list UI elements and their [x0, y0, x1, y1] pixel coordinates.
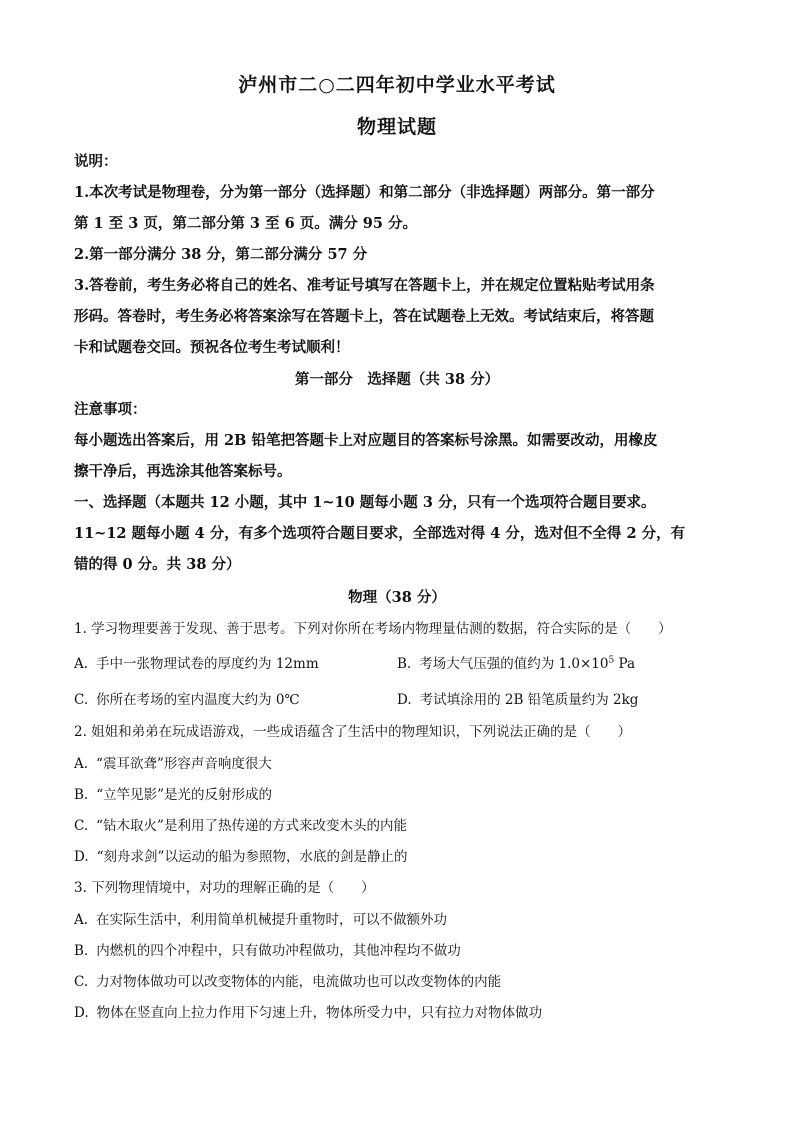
option-text: 物体在竖直向上拉力作用下匀速上升，物体所受力中，只有拉力对物体做功: [96, 1005, 543, 1021]
option-c: [74, 690, 300, 710]
notice-line: 擦干净后，再选涂其他答案标号。: [74, 463, 292, 480]
option-text: 在实际生活中，利用简单机械提升重物时，可以不做额外功: [96, 912, 448, 928]
option-a: [74, 654, 319, 674]
option-text: “刻舟求剑”以运动的船为参照物，水底的剑是静止的: [96, 849, 408, 865]
option-text: “立竿见影”是光的反射形成的: [96, 787, 273, 803]
option-label: B.: [74, 787, 89, 803]
option-c: [74, 816, 407, 836]
option-text: “钻木取火”是利用了热传递的方式来改变木头的内能: [96, 818, 407, 834]
option-text: 你所在考场的室内温度大约为 0℃: [96, 692, 300, 708]
notice-block: [74, 394, 724, 580]
option-text: 考场大气压强的值约为 1.0×10: [419, 656, 609, 672]
option-unit: Pa: [614, 656, 636, 672]
notice-line: 每小题选出答案后，用 2B 铅笔把答题卡上对应题目的答案标号涂黑。如需要改动，用橡皮: [74, 432, 658, 449]
instructions-line: 形码。答卷时，考生务必将答案涂写在答题卡上，答在试题卷上无效。考试结束后，将答题: [74, 308, 654, 325]
option-d: [397, 690, 638, 710]
instructions-line: 卡和试题卷交回。预祝各位考生考试顺利！: [74, 339, 350, 356]
instructions-line: 2.第一部分满分 38 分，第二部分满分 57 分: [74, 246, 368, 263]
option-c: [74, 972, 501, 992]
option-b: [74, 941, 461, 961]
section-heading: 物理（38 分）: [348, 589, 446, 606]
option-text: “震耳欲聋”形容声音响度很大: [96, 756, 272, 772]
instructions-line: 第 1 至 3 页，第二部分第 3 至 6 页。满分 95 分。: [74, 215, 418, 232]
exam-subtitle: 物理试题: [356, 116, 437, 138]
instructions-line: 3.答卷前，考生务必将自己的姓名、准考证号填写在答题卡上，并在规定位置粘贴考试用条: [74, 277, 655, 294]
notice-line: 错的得 0 分。共 38 分）: [74, 556, 241, 573]
question-stem: 2. 姐姐和弟弟在玩成语游戏，一些成语蕴含了生活中的物理知识，下列说法正确的是（ ）: [74, 724, 632, 740]
part1-heading: 第一部分 选择题（共 38 分）: [294, 371, 500, 388]
option-label: D.: [397, 692, 412, 708]
option-label: D.: [74, 849, 89, 865]
notice-line: 11~12 题每小题 4 分，有多个选项符合题目要求，全部选对得 4 分，选对但不全得 2 分，有: [74, 525, 686, 542]
exponent: 5: [608, 655, 615, 666]
instructions-heading: 说明：: [74, 153, 118, 170]
option-a: [74, 910, 447, 930]
option-label: C.: [74, 818, 89, 834]
instructions-block: [74, 146, 724, 363]
option-d: [74, 1003, 542, 1023]
notice-heading: 注意事项：: [74, 401, 147, 418]
option-b: [74, 785, 272, 805]
option-d: [74, 847, 407, 867]
option-text: 考试填涂用的 2B 铅笔质量约为 2kg: [419, 692, 639, 708]
option-text: 力对物体做功可以改变物体的内能，电流做功也可以改变物体的内能: [96, 974, 502, 990]
option-label: A.: [74, 756, 89, 772]
option-label: B.: [74, 943, 89, 959]
option-label: C.: [74, 692, 89, 708]
instructions-line: 1.本次考试是物理卷，分为第一部分（选择题）和第二部分（非选择题）两部分。第一部分: [74, 184, 655, 201]
option-label: A.: [74, 656, 89, 672]
notice-line: 一、选择题（本题共 12 小题，其中 1~10 题每小题 3 分，只有一个选项符合题目要求。: [74, 494, 656, 511]
option-label: A.: [74, 912, 89, 928]
option-text: 内燃机的四个冲程中，只有做功冲程做功，其他冲程均不做功: [96, 943, 461, 959]
question-stem: 1. 学习物理要善于发现、善于思考。下列对你所在考场内物理量估测的数据，符合实际的是（ ）: [74, 621, 672, 637]
option-label: B.: [397, 656, 412, 672]
question-stem: 3. 下列物理情境中，对功的理解正确的是（ ）: [74, 880, 375, 896]
exam-title: 泸州市二○二四年初中学业水平考试: [238, 74, 556, 96]
option-text: 手中一张物理试卷的厚度约为 12mm: [96, 656, 319, 672]
option-a: [74, 754, 272, 774]
option-label: D.: [74, 1005, 89, 1021]
option-label: C.: [74, 974, 89, 990]
option-b: [397, 654, 635, 674]
